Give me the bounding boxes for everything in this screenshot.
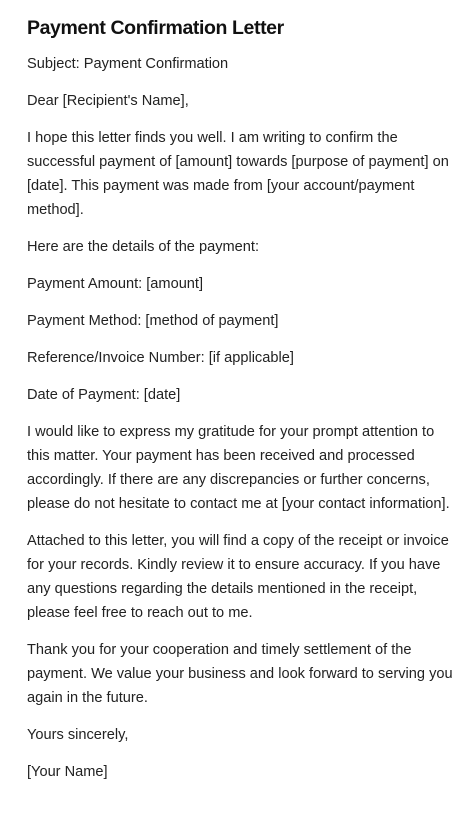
subject-line: Subject: Payment Confirmation [27, 56, 229, 72]
payment-method-line: Payment Method: [method of payment] [27, 313, 279, 329]
closing-paragraph: Thank you for your cooperation and timely settlement of the payment. We value your business and look forward to serving you again in the future. [27, 642, 453, 706]
letter-title: Payment Confirmation Letter [27, 17, 284, 39]
sign-off: Yours sincerely, [27, 727, 129, 743]
salutation: Dear [Recipient's Name], [27, 93, 189, 109]
signature-name: [Your Name] [27, 764, 108, 780]
payment-date-line: Date of Payment: [date] [27, 387, 181, 403]
gratitude-paragraph: I would like to express my gratitude for your prompt attention to this matter. Your payment has been received and processed accordingly. If there are any discrepancies or further concerns, please do not hesitate to contact me at [your contact information]. [27, 424, 450, 512]
payment-amount-line: Payment Amount: [amount] [27, 276, 204, 292]
attachment-paragraph: Attached to this letter, you will find a copy of the receipt or invoice for your records. Kindly review it to ensure accuracy. If you have any questions regarding the details mentioned in the receipt, please feel free to reach out to me. [27, 533, 449, 621]
intro-paragraph: I hope this letter finds you well. I am writing to confirm the successful payment of [amount] towards [purpose of payment] on [date]. This payment was made from [your account/payment method]. [27, 130, 449, 218]
details-heading: Here are the details of the payment: [27, 239, 260, 255]
reference-number-line: Reference/Invoice Number: [if applicable] [27, 350, 294, 366]
